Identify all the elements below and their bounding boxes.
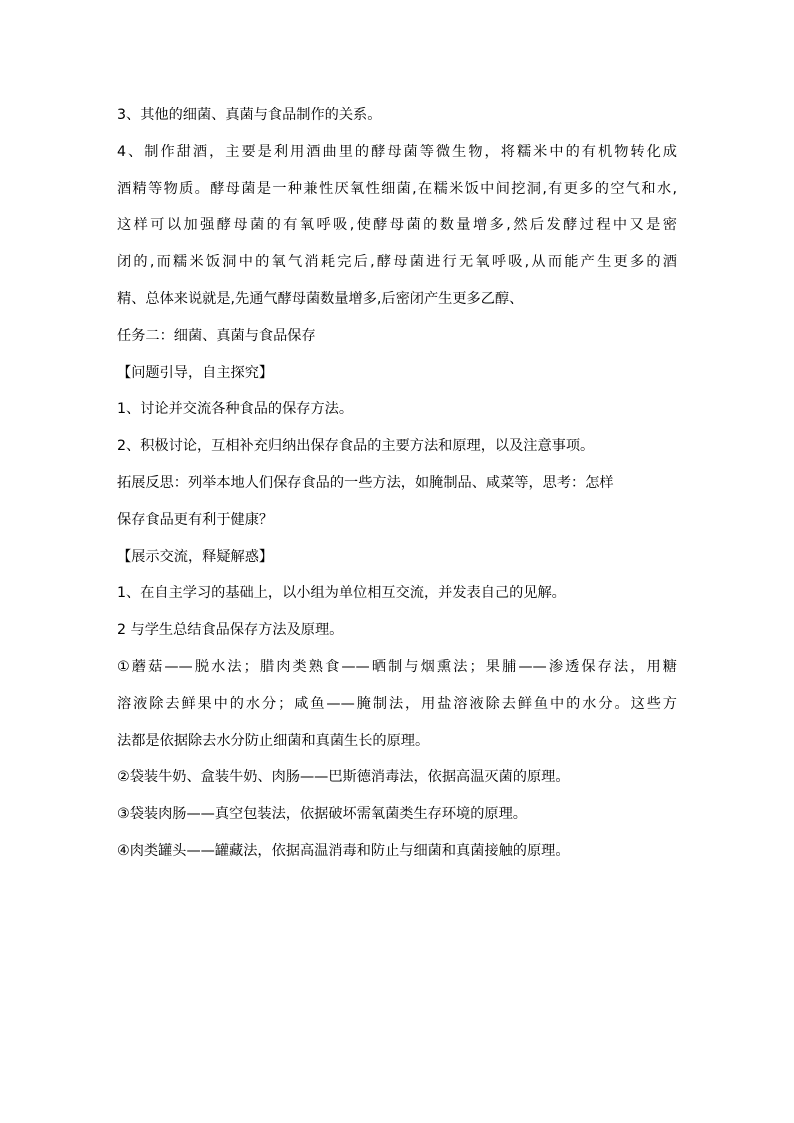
- paragraph-line: 2 与学生总结食品保存方法及原理。: [117, 622, 344, 639]
- paragraph-line: 酒精等物质。酵母菌是一种兼性厌氧性细菌,在糯米饭中间挖洞,有更多的空气和水,: [117, 180, 677, 197]
- paragraph-line: 这样可以加强酵母菌的有氧呼吸,使酵母菌的数量增多,然后发酵过程中又是密: [117, 217, 677, 234]
- paragraph-line: 2、积极讨论，互相补充归纳出保存食品的主要方法和原理，以及注意事项。: [117, 438, 595, 455]
- paragraph-line: ②袋装牛奶、盒装牛奶、肉肠——巴斯德消毒法，依据高温灭菌的原理。: [117, 769, 570, 786]
- paragraph-line: 保存食品更有利于健康？: [117, 511, 274, 528]
- document-body: [117, 97, 687, 870]
- paragraph-line: 1、讨论并交流各种食品的保存方法。: [117, 401, 354, 418]
- paragraph-line: 1、在自主学习的基础上，以小组为单位相互交流，并发表自己的见解。: [117, 585, 566, 602]
- paragraph-line: 拓展反思：列举本地人们保存食品的一些方法，如腌制品、咸菜等，思考：怎样: [117, 474, 614, 491]
- paragraph-line: 精、总体来说就是,先通气酵母菌数量增多,后密闭产生更多乙醇、: [117, 290, 524, 307]
- subsection-heading: 【展示交流，释疑解惑】: [117, 548, 274, 565]
- paragraph-line: 3、其他的细菌、真菌与食品制作的关系。: [117, 107, 382, 123]
- paragraph-line: ①蘑菇——脱水法；腊肉类熟食——晒制与烟熏法；果脯——渗透保存法，用糖: [117, 658, 677, 675]
- paragraph-line: 4、制作甜酒，主要是利用酒曲里的酵母菌等微生物，将糯米中的有机物转化成: [117, 143, 677, 160]
- paragraph-line: 溶液除去鲜果中的水分；咸鱼——腌制法，用盐溶液除去鲜鱼中的水分。这些方: [117, 695, 677, 712]
- paragraph-line: 闭的,而糯米饭洞中的氧气消耗完后,酵母菌进行无氧呼吸,从而能产生更多的酒: [117, 254, 677, 271]
- section-heading: 任务二：细菌、真菌与食品保存: [117, 327, 316, 344]
- paragraph-line: ④肉类罐头——罐藏法，依据高温消毒和防止与细菌和真菌接触的原理。: [117, 842, 570, 859]
- paragraph-line: 法都是依据除去水分防止细菌和真菌生长的原理。: [117, 732, 430, 749]
- paragraph-line: ③袋装肉肠——真空包装法，依据破坏需氧菌类生存环境的原理。: [117, 806, 527, 823]
- subsection-heading: 【问题引导，自主探究】: [117, 364, 274, 381]
